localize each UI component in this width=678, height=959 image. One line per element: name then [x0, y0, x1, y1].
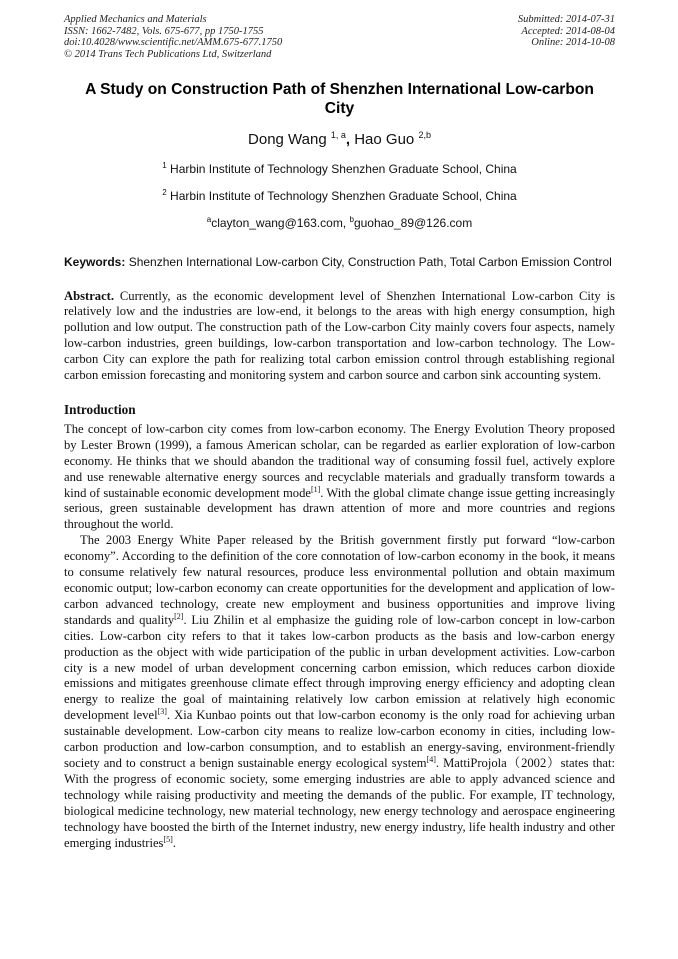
- citation-1: [1]: [310, 484, 321, 494]
- intro-p2-text-e: .: [172, 835, 176, 850]
- author-line: [64, 125, 615, 150]
- accepted-date: Accepted: 2014-08-04: [521, 25, 615, 37]
- intro-paragraph-2: [64, 533, 615, 851]
- keywords: [64, 255, 615, 271]
- submitted-date: Submitted: 2014-07-31: [517, 14, 615, 25]
- email-b-sup: b: [349, 215, 354, 224]
- affiliation-1-sup: 1: [162, 161, 167, 170]
- citation-5: [5]: [163, 834, 173, 844]
- paper-page: [64, 14, 615, 851]
- email-a: clayton_wang@163.com,: [211, 216, 350, 230]
- paper-title: A Study on Construction Path of Shenzhen International Low-carbon City: [85, 81, 594, 117]
- keywords-text: Shenzhen International Low-carbon City, Construction Path, Total Carbon Emission Control: [125, 255, 612, 269]
- intro-p2-text-b: . Liu Zhilin et al emphasize the guiding role of low-carbon concept in low-carbon cities. Low-carbon city refers to that it takes low-carbon products as the basis and low-carbon energy production as the object with wide participation of the public in urban development activities. Low-carbon city is a new model of urban development concerning carbon emission, which reduces carbon dioxide emissions and mitigates greenhouse climate effect through improving energy efficiency and adopting clean energy to realize the goal of maintaining relatively low carbon emission at relatively high economic development level: [64, 612, 615, 723]
- dates-info: [518, 14, 615, 49]
- intro-p2-text-c: . Xia Kunbao points out that low-carbon economy is the only road for achieving urban sustainable development. Low-carbon city means to realize low-carbon economy in cities, including low-carbon production and low-carbon consumption, and to establish an energy-saving, environment-friendly society and to construct a benign sustainable energy ecological system: [64, 708, 615, 770]
- citation-2: [2]: [174, 611, 184, 621]
- affiliation-1-text: Harbin Institute of Technology Shenzhen Graduate School, China: [166, 162, 517, 176]
- author-1: Dong Wang: [248, 131, 327, 148]
- email-b: guohao_89@126.com: [353, 216, 473, 230]
- author-separator: ,: [345, 131, 355, 148]
- introduction-heading: Introduction: [64, 401, 136, 417]
- intro-p1-text-b: . With the global climate change issue getting increasingly serious, green sustainable development has drawn attention of more and more countries and regions throughout the world.: [64, 485, 615, 532]
- author-2-sup: 2,b: [418, 130, 431, 140]
- intro-paragraph-1: [64, 422, 615, 533]
- doi: doi:10.4028/www.scientific.net/AMM.675-677.1750: [64, 37, 283, 49]
- affiliation-1: [64, 154, 615, 181]
- keywords-label: Keywords:: [64, 255, 126, 269]
- affiliation-2-text: Harbin Institute of Technology Shenzhen Graduate School, China: [166, 189, 517, 203]
- intro-p2-text-a: The 2003 Energy White Paper released by the British government firstly put forward “low-carbon economy”. According to the definition of the core connotation of low-carbon economy in the book, it means to consume relatively few natural resources, produce less environmental pollution and obtain maximum economic output; low-carbon economy can create opportunities for the development and application of low-carbon advanced technology, create new employment and business opportunities and improve living standards and quality: [64, 533, 615, 627]
- author-2: Hao Guo: [354, 131, 415, 148]
- affiliations: [64, 154, 615, 235]
- email-line: [64, 208, 615, 235]
- journal-name: Applied Mechanics and Materials: [64, 14, 207, 25]
- publication-header: [64, 14, 615, 66]
- abstract: [64, 289, 615, 384]
- issn: ISSN: 1662-7482, Vols. 675-677, pp 1750-1755: [64, 25, 264, 37]
- copyright: © 2014 Trans Tech Publications Ltd, Switzerland: [64, 48, 272, 60]
- abstract-label: Abstract.: [64, 288, 115, 303]
- citation-4: [4]: [426, 754, 436, 764]
- affiliation-2-sup: 2: [162, 188, 167, 197]
- citation-3: [3]: [157, 707, 167, 717]
- intro-p2-text-d: . MattiProjola（2002）states that: With the progress of economic society, some emerging industries are able to apply advanced science and technology while raising productivity and meeting the demands of the public. For example, IT technology, biological medicine technology, new material technology, new energy technology and aerospace engineering technology have boosted the birth of the Internet industry, new energy industry, life health industry and other emerging industries: [64, 755, 615, 850]
- intro-p1-text-a: The concept of low-carbon city comes from low-carbon economy. The Energy Evolution Theory proposed by Lester Brown (1999), a famous American scholar, can be regarded as earlier exploration of low-carbon economy. He thinks that we should abandon the traditional way of consuming fossil fuel, actively explore and use renewable alternative energy sources and recyclable materials and gradually transform towards a kind of sustainable economic development mode: [64, 421, 615, 500]
- affiliation-2: [64, 181, 615, 208]
- journal-info: [64, 14, 282, 60]
- author-1-sup: 1, a: [330, 130, 346, 140]
- abstract-text: Currently, as the economic development level of Shenzhen International Low-carbon City is relatively low and the industries are low-end, it belongs to the areas with high energy consumption, high pollution and low output. The construction path of the Low-carbon City mainly covers four aspects, namely low-carbon industries, green buildings, low-carbon transportation and low-carbon technology. The Low-carbon City can explore the path for realizing total carbon emission control through establishing regional carbon emission forecasting and monitoring system and carbon source and carbon sink accounting system.: [64, 288, 615, 383]
- online-date: Online: 2014-10-08: [531, 37, 615, 49]
- email-a-sup: a: [206, 215, 212, 224]
